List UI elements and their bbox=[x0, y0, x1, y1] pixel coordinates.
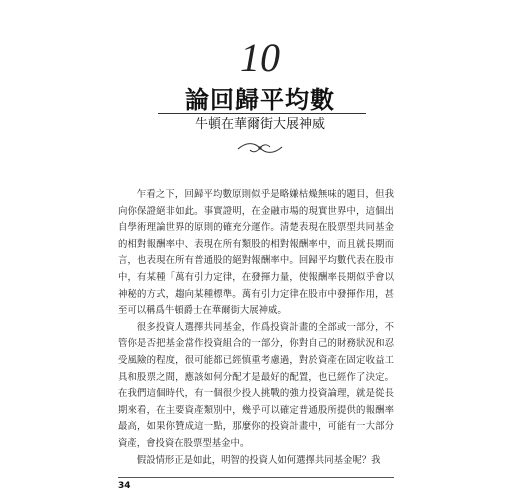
flourish-ornament-icon bbox=[236, 140, 284, 156]
page-number: 34 bbox=[118, 481, 131, 491]
chapter-number: 10 bbox=[240, 35, 280, 80]
paragraph: 假設情形正是如此，明智的投資人如何選擇共同基金呢？我 bbox=[136, 454, 381, 466]
subtitle-rule bbox=[158, 113, 366, 114]
body-text bbox=[118, 187, 394, 469]
chapter-title: 論回歸平均數 bbox=[185, 86, 335, 114]
footer-rule bbox=[118, 477, 394, 478]
paragraph: 很多投資人選擇共同基金，作爲投資計畫的全部或一部分，不管你是否把基金當作投資組合的一部分，你對自己的財務狀況和忍受風險的程度，很可能都已經慎重考慮過，對於資產在固定收益工具和股票之間，應該如何分配才是最好的配置，也已經作了決定。在我們這個時代，有一個很少投人挑戰的強力投資論理，就是從長期來看，在主要資產類別中，幾乎可以確定普通股所提供的報酬率最高，如果你贊成這一點，那麼你的投資計畫中，可能有一大部分資產，會投資在股票型基金中。 bbox=[118, 321, 394, 449]
chapter-subtitle: 牛頓在華爾街大展神威 bbox=[194, 117, 325, 132]
paragraph: 乍看之下，回歸平均數原則似乎是略嫌枯燥無味的題目，但我向你保證絕非如此。事實證明，在金融市場的現實世界中，這個出自學術理論世界的原則的確充分運作。清楚表現在股票型共同基金的相對報酬率中、表現在所有類股的相對報酬率中，而且就長期而言，也表現在所有普通股的絕對報酬率中。回歸平均數代表在股市中，有某種「萬有引力定律，在發揮力量，使報酬率長期似乎會以神秘的方式，趨向某種標準。萬有引力定律在股市中發揮作用，甚至可以稱爲牛頓爵士在華爾街大展神威。 bbox=[118, 189, 394, 317]
